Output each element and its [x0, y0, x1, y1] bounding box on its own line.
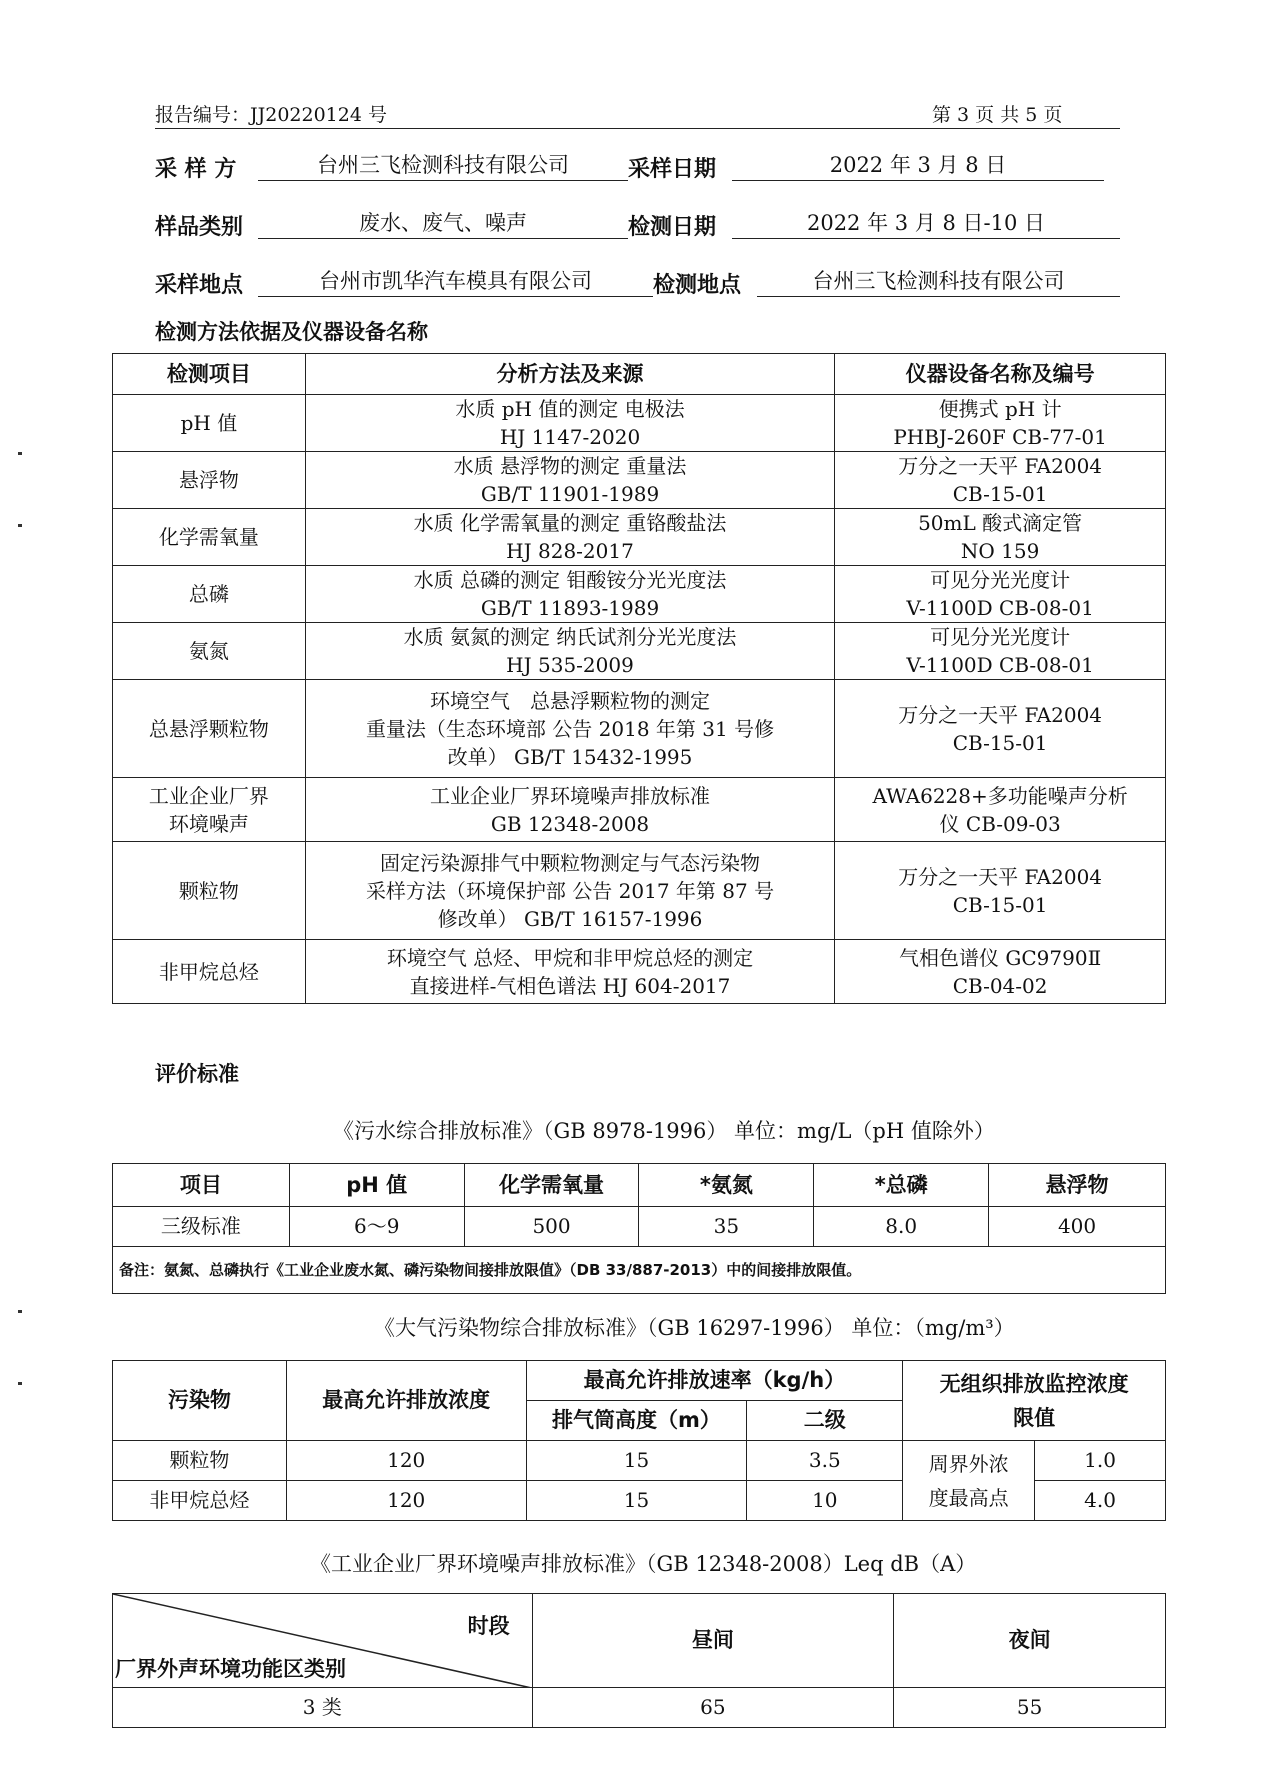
- air-header-unorganized: 无组织排放监控浓度 限值: [903, 1361, 1166, 1441]
- field-value-test-date: 2022 年 3 月 8 日-10 日: [732, 208, 1120, 239]
- water-header-tp: *总磷: [814, 1164, 989, 1207]
- water-header-item: 项目: [113, 1164, 290, 1207]
- noise-header-zone: 厂界外声环境功能区类别: [115, 1657, 346, 1681]
- methods-row: [113, 395, 1166, 452]
- methods-row: [113, 509, 1166, 566]
- noise-cell-day: 65: [532, 1688, 894, 1728]
- method-line: 重量法（生态环境部 公告 2018 年第 31 号修: [365, 716, 775, 741]
- water-header-cod: 化学需氧量: [464, 1164, 639, 1207]
- methods-header-instrument: 仪器设备名称及编号: [835, 354, 1166, 395]
- water-cell-ss: 400: [989, 1207, 1166, 1247]
- noise-standard-table: [112, 1593, 1166, 1728]
- methods-cell-method: [305, 395, 834, 452]
- methods-row: [113, 778, 1166, 842]
- field-label-test-date: 检测日期: [628, 215, 717, 240]
- methods-cell-method: [305, 680, 834, 778]
- instrument-line: 50mL 酸式滴定管: [918, 511, 1083, 535]
- water-header-ph: pH 值: [289, 1164, 464, 1207]
- methods-row: [113, 623, 1166, 680]
- method-line: 水质 化学需氧量的测定 重铬酸盐法: [413, 511, 727, 535]
- water-note: 备注：氨氮、总磷执行《工业企业废水氮、磷污染物间接排放限值》（DB 33/887-2013）中的间接排放限值。: [113, 1247, 1166, 1294]
- method-line: 工业企业厂界环境噪声排放标准: [430, 783, 710, 808]
- methods-cell-method: [305, 842, 834, 940]
- air-header-stack-height: 排气筒高度（m）: [526, 1401, 747, 1441]
- air-row-height: 15: [526, 1481, 747, 1521]
- air-row-limit: 4.0: [1035, 1481, 1166, 1521]
- instrument-line: NO 159: [960, 539, 1040, 563]
- methods-cell-method: [305, 778, 834, 842]
- water-cell-tp: 8.0: [814, 1207, 989, 1247]
- scan-mark: [18, 1382, 22, 1385]
- instrument-line: PHBJ-260F CB-77-01: [893, 425, 1107, 449]
- methods-cell-instrument: [835, 566, 1166, 623]
- air-header-pollutant: 污染物: [113, 1361, 287, 1441]
- air-row-limit: 1.0: [1035, 1441, 1166, 1481]
- noise-header-night: 夜间: [894, 1594, 1166, 1688]
- methods-cell-item: 氨氮: [113, 623, 306, 680]
- instrument-line: V-1100D CB-08-01: [906, 596, 1094, 620]
- air-row-name: 颗粒物: [113, 1441, 287, 1481]
- scan-mark: [18, 1310, 22, 1313]
- field-value-sample-type: 废水、废气、噪声: [258, 208, 628, 239]
- methods-cell-instrument: [835, 680, 1166, 778]
- field-value-test-site: 台州三飞检测科技有限公司: [757, 266, 1120, 297]
- air-header-rate: 最高允许排放速率（kg/h）: [526, 1361, 903, 1401]
- air-caption: 《大气污染物综合排放标准》（GB 16297-1996） 单位：（mg/m³）: [374, 1316, 1015, 1340]
- eval-title: 评价标准: [155, 1062, 239, 1086]
- methods-cell-method: [305, 452, 834, 509]
- report-number: 报告编号：JJ20220124 号: [155, 104, 387, 126]
- field-value-sample-site: 台州市凯华汽车模具有限公司: [258, 266, 653, 297]
- methods-cell-item: 总悬浮颗粒物: [113, 680, 306, 778]
- air-row-conc: 120: [286, 1481, 526, 1521]
- methods-cell-method: [305, 623, 834, 680]
- air-row-rate: 3.5: [747, 1441, 903, 1481]
- method-line: GB/T 11893-1989: [480, 596, 660, 620]
- air-standard-table: [112, 1360, 1166, 1521]
- method-line: 直接进样-气相色谱法 HJ 604-2017: [409, 973, 731, 998]
- method-line: 修改单） GB/T 16157-1996: [437, 906, 703, 931]
- instrument-line: 可见分光光度计: [930, 625, 1071, 649]
- methods-cell-instrument: [835, 452, 1166, 509]
- method-line: HJ 828-2017: [506, 539, 634, 563]
- methods-cell-item: 颗粒物: [113, 842, 306, 940]
- instrument-line: CB-15-01: [952, 730, 1048, 755]
- methods-cell-item: 悬浮物: [113, 452, 306, 509]
- method-line: GB/T 11901-1989: [480, 482, 660, 506]
- water-cell-cod: 500: [464, 1207, 639, 1247]
- noise-caption: 《工业企业厂界环境噪声排放标准》（GB 12348-2008）Leq dB（A）: [310, 1552, 977, 1576]
- methods-row: [113, 940, 1166, 1004]
- method-line: 改单） GB/T 15432-1995: [447, 744, 693, 769]
- method-line: HJ 535-2009: [506, 653, 634, 677]
- method-line: 环境空气 总悬浮颗粒物的测定: [430, 688, 710, 713]
- method-line: 水质 pH 值的测定 电极法: [455, 397, 685, 421]
- methods-cell-method: [305, 509, 834, 566]
- methods-cell-instrument: [835, 509, 1166, 566]
- noise-header-period: 时段: [467, 1614, 510, 1638]
- method-line: 水质 总磷的测定 钼酸铵分光光度法: [413, 568, 727, 592]
- instrument-line: CB-04-02: [952, 973, 1048, 998]
- methods-cell-method: [305, 940, 834, 1004]
- instrument-line: 可见分光光度计: [930, 568, 1071, 592]
- field-label-sample-site: 采样地点: [155, 273, 244, 298]
- methods-header-method: 分析方法及来源: [305, 354, 834, 395]
- methods-header-item: 检测项目: [113, 354, 306, 395]
- instrument-line: CB-15-01: [952, 892, 1048, 917]
- methods-cell-instrument: [835, 842, 1166, 940]
- methods-cell-method: [305, 566, 834, 623]
- instrument-line: 气相色谱仪 GC9790Ⅱ: [899, 945, 1102, 970]
- instrument-line: 万分之一天平 FA2004: [898, 702, 1103, 727]
- method-line: HJ 1147-2020: [499, 425, 641, 449]
- air-row-conc: 120: [286, 1441, 526, 1481]
- methods-cell-instrument: [835, 778, 1166, 842]
- methods-row: [113, 452, 1166, 509]
- air-row-height: 15: [526, 1441, 747, 1481]
- methods-cell-item: 工业企业厂界 环境噪声: [113, 778, 306, 842]
- water-cell-nh3n: 35: [639, 1207, 814, 1247]
- water-caption: 《污水综合排放标准》（GB 8978-1996） 单位：mg/L（pH 值除外）: [333, 1119, 995, 1143]
- field-label-test-site: 检测地点: [653, 273, 742, 298]
- noise-header-day: 昼间: [532, 1594, 894, 1688]
- methods-cell-item: pH 值: [113, 395, 306, 452]
- instrument-line: 万分之一天平 FA2004: [898, 864, 1103, 889]
- field-label-sample-date: 采样日期: [628, 157, 717, 182]
- method-line: 水质 悬浮物的测定 重量法: [453, 454, 687, 478]
- water-header-ss: 悬浮物: [989, 1164, 1166, 1207]
- field-value-sample-date: 2022 年 3 月 8 日: [732, 150, 1104, 181]
- page-number: 第 3 页 共 5 页: [932, 104, 1063, 126]
- air-row-rate: 10: [747, 1481, 903, 1521]
- noise-cell-night: 55: [894, 1688, 1166, 1728]
- instrument-line: 仪 CB-09-03: [939, 811, 1061, 836]
- methods-row: [113, 566, 1166, 623]
- instrument-line: AWA6228+多功能噪声分析: [872, 783, 1128, 808]
- field-label-sample-type: 样品类别: [155, 215, 244, 240]
- air-row-name: 非甲烷总烃: [113, 1481, 287, 1521]
- methods-cell-instrument: [835, 940, 1166, 1004]
- field-label-sampler: 采 样 方: [155, 157, 237, 182]
- methods-cell-instrument: [835, 623, 1166, 680]
- scan-mark: [18, 452, 22, 455]
- method-line: 采样方法（环境保护部 公告 2017 年第 87 号: [365, 878, 775, 903]
- method-line: 水质 氨氮的测定 纳氏试剂分光光度法: [403, 625, 737, 649]
- methods-cell-instrument: [835, 395, 1166, 452]
- instrument-line: 便携式 pH 计: [938, 397, 1062, 421]
- instrument-line: CB-15-01: [952, 482, 1048, 506]
- water-cell-level: 三级标准: [113, 1207, 290, 1247]
- methods-cell-item: 非甲烷总烃: [113, 940, 306, 1004]
- scan-mark: [18, 524, 22, 527]
- noise-header-diagonal-cell: [113, 1594, 533, 1688]
- instrument-line: V-1100D CB-08-01: [906, 653, 1094, 677]
- water-cell-ph: 6～9: [289, 1207, 464, 1247]
- water-standard-table: [112, 1163, 1166, 1294]
- air-unorganized-label: 周界外浓 度最高点: [903, 1441, 1035, 1521]
- method-line: GB 12348-2008: [490, 811, 650, 836]
- methods-row: [113, 842, 1166, 940]
- methods-title: 检测方法依据及仪器设备名称: [155, 320, 428, 344]
- noise-cell-zone: 3 类: [113, 1688, 533, 1728]
- field-value-sampler: 台州三飞检测科技有限公司: [258, 150, 628, 181]
- method-line: 固定污染源排气中颗粒物测定与气态污染物: [380, 850, 760, 875]
- methods-table: [112, 353, 1166, 1004]
- method-line: 环境空气 总烃、甲烷和非甲烷总烃的测定: [386, 945, 754, 970]
- methods-cell-item: 总磷: [113, 566, 306, 623]
- header-rule: [155, 128, 1120, 129]
- methods-cell-item: 化学需氧量: [113, 509, 306, 566]
- instrument-line: 万分之一天平 FA2004: [898, 454, 1103, 478]
- water-header-nh3n: *氨氮: [639, 1164, 814, 1207]
- methods-row: [113, 680, 1166, 778]
- air-header-conc: 最高允许排放浓度: [286, 1361, 526, 1441]
- methods-body: [113, 395, 1166, 1004]
- air-header-level: 二级: [747, 1401, 903, 1441]
